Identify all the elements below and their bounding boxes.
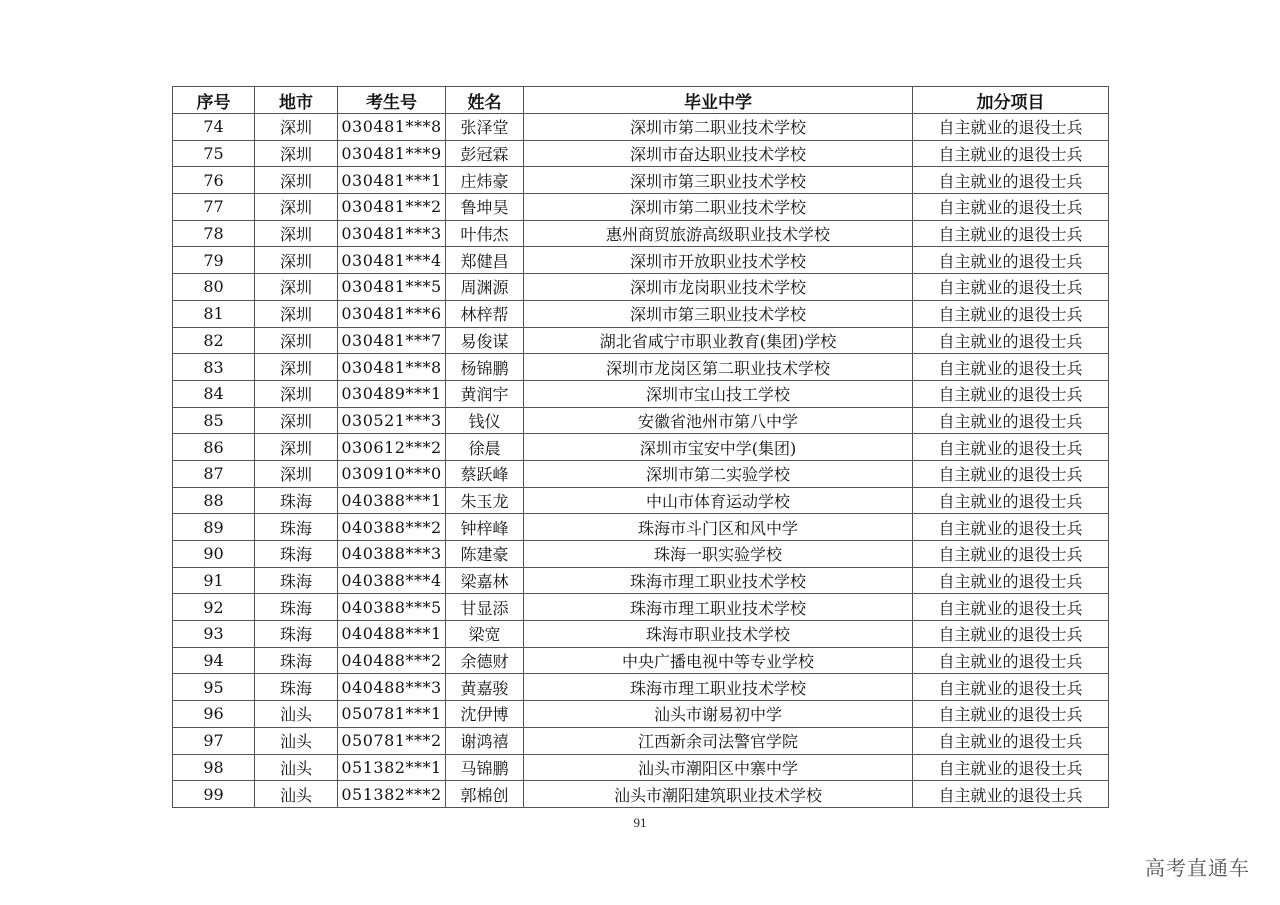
cell-serial-number: 86: [173, 434, 255, 461]
cell-name: 钟梓峰: [446, 514, 524, 541]
cell-graduating-school: 深圳市开放职业技术学校: [524, 247, 913, 274]
cell-graduating-school: 深圳市第三职业技术学校: [524, 300, 913, 327]
cell-graduating-school: 珠海市理工职业技术学校: [524, 674, 913, 701]
table-row: [173, 140, 1109, 167]
table-row: [173, 781, 1109, 808]
cell-serial-number: 93: [173, 621, 255, 648]
cell-candidate-number: 040488***1: [338, 621, 446, 648]
cell-graduating-school: 惠州商贸旅游高级职业技术学校: [524, 220, 913, 247]
cell-name: 朱玉龙: [446, 487, 524, 514]
cell-name: 蔡跃峰: [446, 460, 524, 487]
cell-serial-number: 96: [173, 701, 255, 728]
cell-serial-number: 81: [173, 300, 255, 327]
cell-bonus-item: 自主就业的退役士兵: [913, 194, 1109, 221]
cell-serial-number: 80: [173, 274, 255, 301]
cell-city: 深圳: [255, 380, 338, 407]
cell-name: 易俊谋: [446, 327, 524, 354]
cell-graduating-school: 深圳市第二实验学校: [524, 460, 913, 487]
table-row: [173, 621, 1109, 648]
cell-bonus-item: 自主就业的退役士兵: [913, 701, 1109, 728]
cell-graduating-school: 珠海市职业技术学校: [524, 621, 913, 648]
cell-serial-number: 82: [173, 327, 255, 354]
cell-serial-number: 83: [173, 354, 255, 381]
cell-name: 鲁坤昊: [446, 194, 524, 221]
cell-serial-number: 75: [173, 140, 255, 167]
table-row: [173, 407, 1109, 434]
cell-city: 深圳: [255, 114, 338, 141]
table-row: [173, 647, 1109, 674]
cell-serial-number: 76: [173, 167, 255, 194]
header-serial-number: 序号: [173, 87, 255, 114]
cell-name: 郑健昌: [446, 247, 524, 274]
cell-candidate-number: 040388***5: [338, 594, 446, 621]
watermark-text: 高考直通车: [1145, 856, 1250, 880]
page-number: 91: [633, 815, 647, 830]
cell-candidate-number: 030489***1: [338, 380, 446, 407]
cell-candidate-number: 040388***1: [338, 487, 446, 514]
cell-city: 深圳: [255, 434, 338, 461]
cell-name: 叶伟杰: [446, 220, 524, 247]
cell-name: 甘显添: [446, 594, 524, 621]
cell-candidate-number: 030481***5: [338, 274, 446, 301]
cell-city: 深圳: [255, 354, 338, 381]
cell-bonus-item: 自主就业的退役士兵: [913, 514, 1109, 541]
cell-city: 汕头: [255, 754, 338, 781]
cell-serial-number: 90: [173, 541, 255, 568]
cell-graduating-school: 珠海市理工职业技术学校: [524, 594, 913, 621]
cell-candidate-number: 030481***8: [338, 354, 446, 381]
cell-name: 余德财: [446, 647, 524, 674]
cell-serial-number: 92: [173, 594, 255, 621]
cell-city: 深圳: [255, 274, 338, 301]
cell-bonus-item: 自主就业的退役士兵: [913, 487, 1109, 514]
cell-city: 汕头: [255, 781, 338, 808]
header-city: 地市: [255, 87, 338, 114]
cell-graduating-school: 深圳市宝安中学(集团): [524, 434, 913, 461]
cell-candidate-number: 030910***0: [338, 460, 446, 487]
table-row: [173, 487, 1109, 514]
cell-bonus-item: 自主就业的退役士兵: [913, 407, 1109, 434]
cell-bonus-item: 自主就业的退役士兵: [913, 167, 1109, 194]
cell-serial-number: 88: [173, 487, 255, 514]
cell-bonus-item: 自主就业的退役士兵: [913, 434, 1109, 461]
cell-bonus-item: 自主就业的退役士兵: [913, 781, 1109, 808]
cell-city: 珠海: [255, 621, 338, 648]
cell-candidate-number: 030612***2: [338, 434, 446, 461]
cell-candidate-number: 040388***3: [338, 541, 446, 568]
cell-name: 郭棉创: [446, 781, 524, 808]
cell-candidate-number: 040388***4: [338, 567, 446, 594]
table-row: [173, 727, 1109, 754]
cell-serial-number: 84: [173, 380, 255, 407]
table-row: [173, 567, 1109, 594]
table-row: [173, 594, 1109, 621]
cell-graduating-school: 汕头市潮阳区中寨中学: [524, 754, 913, 781]
table-row: [173, 674, 1109, 701]
cell-bonus-item: 自主就业的退役士兵: [913, 354, 1109, 381]
cell-graduating-school: 深圳市奋达职业技术学校: [524, 140, 913, 167]
cell-bonus-item: 自主就业的退役士兵: [913, 274, 1109, 301]
table-row: [173, 514, 1109, 541]
cell-city: 深圳: [255, 300, 338, 327]
cell-city: 深圳: [255, 194, 338, 221]
cell-serial-number: 97: [173, 727, 255, 754]
table-row: [173, 220, 1109, 247]
cell-graduating-school: 深圳市宝山技工学校: [524, 380, 913, 407]
cell-city: 深圳: [255, 140, 338, 167]
cell-candidate-number: 050781***2: [338, 727, 446, 754]
cell-candidate-number: 030481***9: [338, 140, 446, 167]
cell-city: 珠海: [255, 514, 338, 541]
cell-name: 马锦鹏: [446, 754, 524, 781]
cell-candidate-number: 030481***8: [338, 114, 446, 141]
cell-candidate-number: 030481***7: [338, 327, 446, 354]
cell-bonus-item: 自主就业的退役士兵: [913, 300, 1109, 327]
cell-graduating-school: 深圳市第二职业技术学校: [524, 114, 913, 141]
cell-city: 深圳: [255, 407, 338, 434]
cell-bonus-item: 自主就业的退役士兵: [913, 327, 1109, 354]
cell-candidate-number: 051382***1: [338, 754, 446, 781]
cell-candidate-number: 040488***3: [338, 674, 446, 701]
cell-name: 杨锦鹏: [446, 354, 524, 381]
cell-serial-number: 78: [173, 220, 255, 247]
cell-candidate-number: 030521***3: [338, 407, 446, 434]
table-row: [173, 274, 1109, 301]
cell-name: 陈建豪: [446, 541, 524, 568]
cell-name: 黄嘉骏: [446, 674, 524, 701]
cell-bonus-item: 自主就业的退役士兵: [913, 220, 1109, 247]
cell-serial-number: 98: [173, 754, 255, 781]
cell-bonus-item: 自主就业的退役士兵: [913, 541, 1109, 568]
cell-serial-number: 85: [173, 407, 255, 434]
cell-bonus-item: 自主就业的退役士兵: [913, 594, 1109, 621]
header-name: 姓名: [446, 87, 524, 114]
cell-city: 珠海: [255, 674, 338, 701]
table-row: [173, 114, 1109, 141]
cell-candidate-number: 051382***2: [338, 781, 446, 808]
table-row: [173, 701, 1109, 728]
cell-candidate-number: 040388***2: [338, 514, 446, 541]
cell-name: 谢鸿禧: [446, 727, 524, 754]
cell-graduating-school: 湖北省咸宁市职业教育(集团)学校: [524, 327, 913, 354]
table-row: [173, 354, 1109, 381]
cell-bonus-item: 自主就业的退役士兵: [913, 114, 1109, 141]
cell-city: 深圳: [255, 327, 338, 354]
cell-name: 沈伊博: [446, 701, 524, 728]
cell-bonus-item: 自主就业的退役士兵: [913, 727, 1109, 754]
cell-city: 深圳: [255, 460, 338, 487]
table-row: [173, 327, 1109, 354]
table-header: [173, 87, 1109, 114]
table-row: [173, 300, 1109, 327]
table-row: [173, 434, 1109, 461]
cell-candidate-number: 030481***1: [338, 167, 446, 194]
cell-serial-number: 99: [173, 781, 255, 808]
cell-name: 彭冠霖: [446, 140, 524, 167]
cell-candidate-number: 040488***2: [338, 647, 446, 674]
cell-bonus-item: 自主就业的退役士兵: [913, 674, 1109, 701]
cell-graduating-school: 深圳市龙岗职业技术学校: [524, 274, 913, 301]
table-row: [173, 380, 1109, 407]
cell-bonus-item: 自主就业的退役士兵: [913, 460, 1109, 487]
cell-serial-number: 95: [173, 674, 255, 701]
cell-city: 珠海: [255, 567, 338, 594]
header-candidate-number: 考生号: [338, 87, 446, 114]
cell-name: 黄润宇: [446, 380, 524, 407]
cell-graduating-school: 珠海市理工职业技术学校: [524, 567, 913, 594]
table-row: [173, 247, 1109, 274]
cell-city: 珠海: [255, 594, 338, 621]
cell-city: 汕头: [255, 701, 338, 728]
cell-graduating-school: 深圳市第三职业技术学校: [524, 167, 913, 194]
table-body: [173, 114, 1109, 808]
table-row: [173, 167, 1109, 194]
cell-candidate-number: 030481***2: [338, 194, 446, 221]
cell-serial-number: 87: [173, 460, 255, 487]
cell-graduating-school: 汕头市谢易初中学: [524, 701, 913, 728]
cell-city: 珠海: [255, 541, 338, 568]
table-row: [173, 754, 1109, 781]
cell-graduating-school: 深圳市第二职业技术学校: [524, 194, 913, 221]
cell-city: 深圳: [255, 247, 338, 274]
header-bonus-item: 加分项目: [913, 87, 1109, 114]
header-row: [173, 87, 1109, 114]
cell-graduating-school: 中央广播电视中等专业学校: [524, 647, 913, 674]
cell-candidate-number: 050781***1: [338, 701, 446, 728]
cell-graduating-school: 珠海市斗门区和风中学: [524, 514, 913, 541]
cell-serial-number: 79: [173, 247, 255, 274]
cell-serial-number: 91: [173, 567, 255, 594]
cell-graduating-school: 深圳市龙岗区第二职业技术学校: [524, 354, 913, 381]
table-row: [173, 460, 1109, 487]
cell-city: 深圳: [255, 220, 338, 247]
bonus-points-table: [172, 86, 1109, 808]
cell-bonus-item: 自主就业的退役士兵: [913, 647, 1109, 674]
table-row: [173, 541, 1109, 568]
cell-graduating-school: 中山市体育运动学校: [524, 487, 913, 514]
header-graduating-school: 毕业中学: [524, 87, 913, 114]
cell-candidate-number: 030481***6: [338, 300, 446, 327]
cell-name: 徐晨: [446, 434, 524, 461]
cell-name: 梁嘉林: [446, 567, 524, 594]
cell-bonus-item: 自主就业的退役士兵: [913, 247, 1109, 274]
cell-name: 钱仪: [446, 407, 524, 434]
cell-city: 珠海: [255, 487, 338, 514]
cell-bonus-item: 自主就业的退役士兵: [913, 380, 1109, 407]
cell-graduating-school: 汕头市潮阳建筑职业技术学校: [524, 781, 913, 808]
cell-graduating-school: 江西新余司法警官学院: [524, 727, 913, 754]
cell-city: 珠海: [255, 647, 338, 674]
cell-serial-number: 74: [173, 114, 255, 141]
cell-serial-number: 89: [173, 514, 255, 541]
cell-city: 汕头: [255, 727, 338, 754]
cell-candidate-number: 030481***4: [338, 247, 446, 274]
cell-bonus-item: 自主就业的退役士兵: [913, 567, 1109, 594]
cell-name: 庄炜豪: [446, 167, 524, 194]
cell-name: 梁宽: [446, 621, 524, 648]
cell-city: 深圳: [255, 167, 338, 194]
table-row: [173, 194, 1109, 221]
cell-bonus-item: 自主就业的退役士兵: [913, 754, 1109, 781]
cell-graduating-school: 安徽省池州市第八中学: [524, 407, 913, 434]
cell-bonus-item: 自主就业的退役士兵: [913, 621, 1109, 648]
cell-graduating-school: 珠海一职实验学校: [524, 541, 913, 568]
cell-name: 张泽堂: [446, 114, 524, 141]
cell-name: 林梓帮: [446, 300, 524, 327]
cell-bonus-item: 自主就业的退役士兵: [913, 140, 1109, 167]
cell-serial-number: 94: [173, 647, 255, 674]
cell-serial-number: 77: [173, 194, 255, 221]
cell-candidate-number: 030481***3: [338, 220, 446, 247]
cell-name: 周渊源: [446, 274, 524, 301]
